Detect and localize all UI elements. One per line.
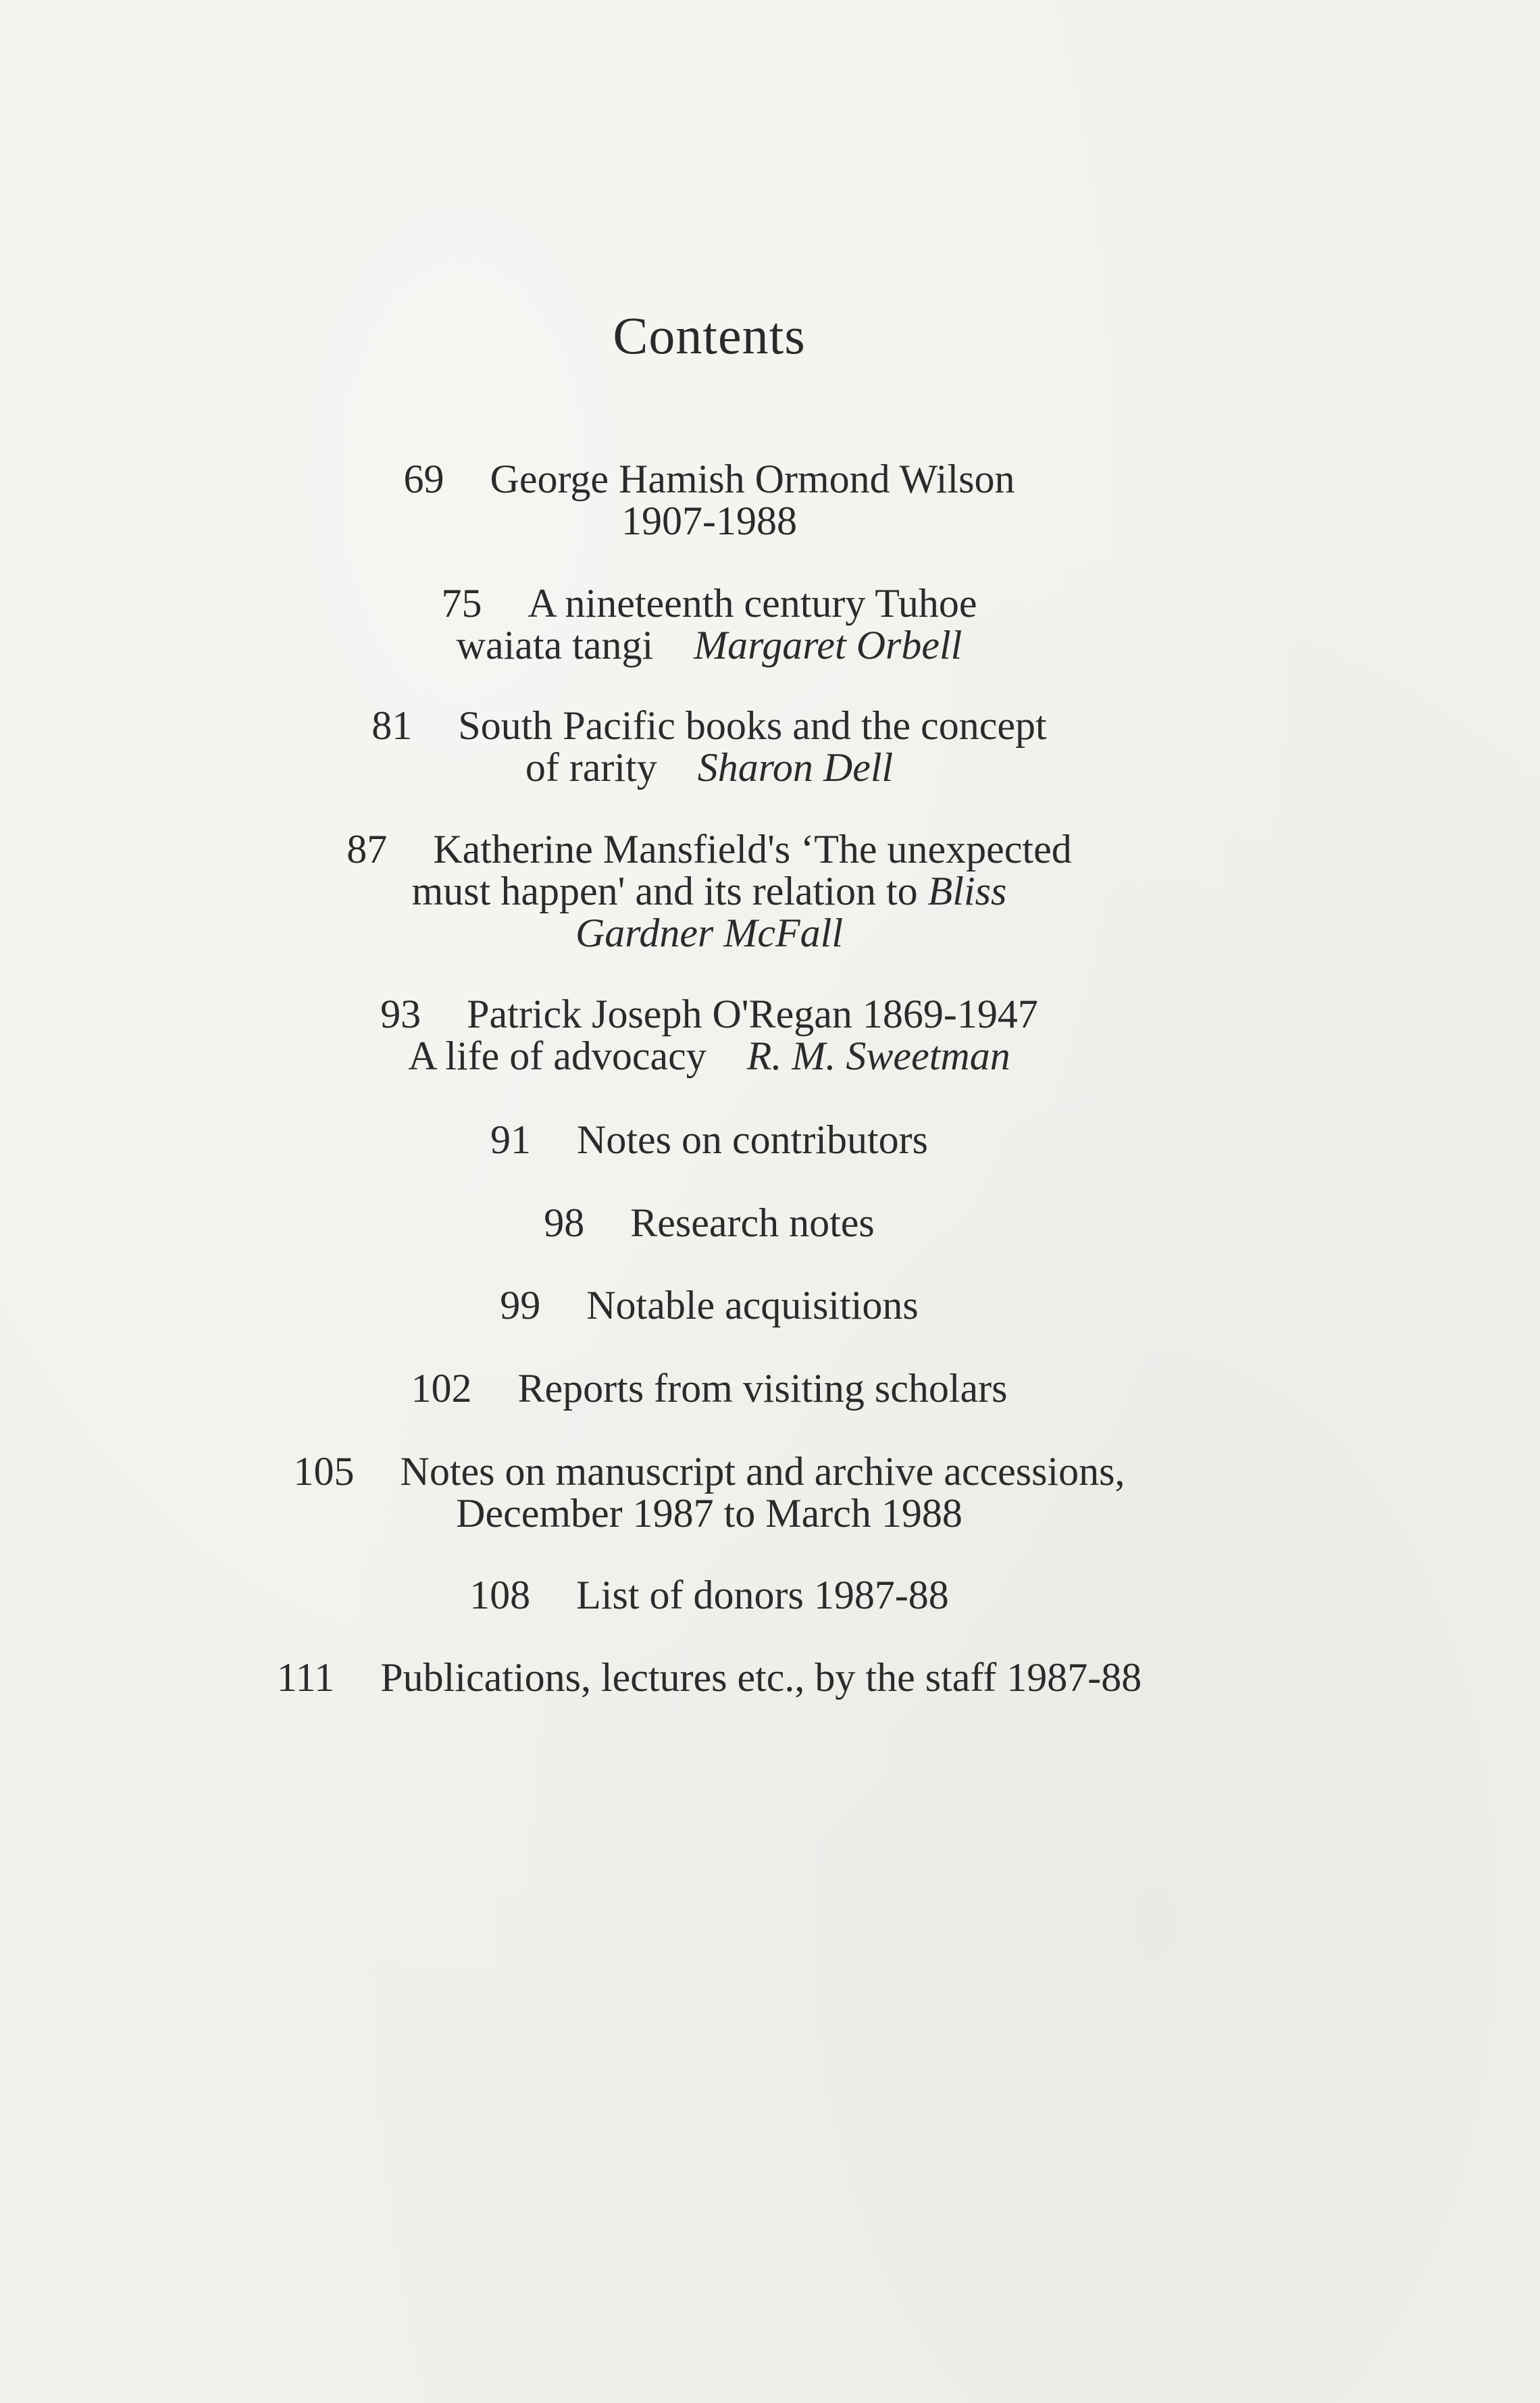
entry-title: South Pacific books and the concept [458,703,1047,748]
contents-entry [0,828,1418,954]
entry-title-continued: of rarity [525,745,657,790]
entry-title-italic: Bliss [927,869,1007,913]
page-title: Contents [613,306,806,365]
entry-page-number: 98 [544,1200,585,1245]
contents-entry [0,1450,1418,1534]
entry-page-number: 99 [500,1283,541,1327]
entry-title: Katherine Mansfield's ‘The unexpected [433,827,1072,871]
entry-title: Reports from visiting scholars [517,1366,1008,1411]
entry-title: Patrick Joseph O'Regan 1869-1947 [467,992,1038,1036]
contents-entry [0,993,1418,1077]
entry-page-number: 108 [469,1573,531,1617]
contents-entry [0,1284,1418,1326]
contents-entry [0,705,1418,788]
entry-title-continued: waiata tangi [456,623,654,667]
contents-entry [0,458,1418,542]
entry-title: Publications, lectures etc., by the staff 1987-88 [380,1655,1142,1700]
entry-title-continued: must happen' and its relation to [411,869,918,913]
entry-page-number: 69 [403,457,444,501]
entry-page-number: 111 [276,1655,335,1700]
contents-entry [0,1367,1418,1409]
entry-page-number: 93 [380,992,421,1036]
contents-entry [0,1656,1418,1698]
entry-title: Notes on manuscript and archive accessions, [400,1449,1125,1494]
contents-entry [0,1574,1418,1616]
entry-page-number: 75 [441,581,482,626]
entry-page-number: 102 [411,1366,472,1411]
entry-title: Notes on contributors [577,1117,928,1162]
entry-title: Research notes [630,1200,875,1245]
entry-title: Notable acquisitions [586,1283,919,1327]
entry-page-number: 105 [293,1449,355,1494]
entry-author: Sharon Dell [697,745,894,790]
entry-title: A nineteenth century Tuhoe [528,581,977,626]
entry-title-continued: A life of advocacy [408,1034,707,1078]
entry-page-number: 87 [346,827,388,871]
entry-title-continued: December 1987 to March 1988 [456,1491,962,1536]
entry-title-continued: 1907-1988 [621,499,797,543]
entry-page-number: 81 [371,703,413,748]
entry-author: Gardner McFall [575,911,844,955]
contents-entry [0,582,1418,666]
entry-author: R. M. Sweetman [746,1034,1010,1078]
entry-title: List of donors 1987-88 [576,1573,949,1617]
entry-author: Margaret Orbell [694,623,962,667]
entry-page-number: 91 [490,1117,532,1162]
contents-entry [0,1202,1418,1244]
contents-entry [0,1119,1418,1161]
entry-title: George Hamish Ormond Wilson [490,457,1015,501]
